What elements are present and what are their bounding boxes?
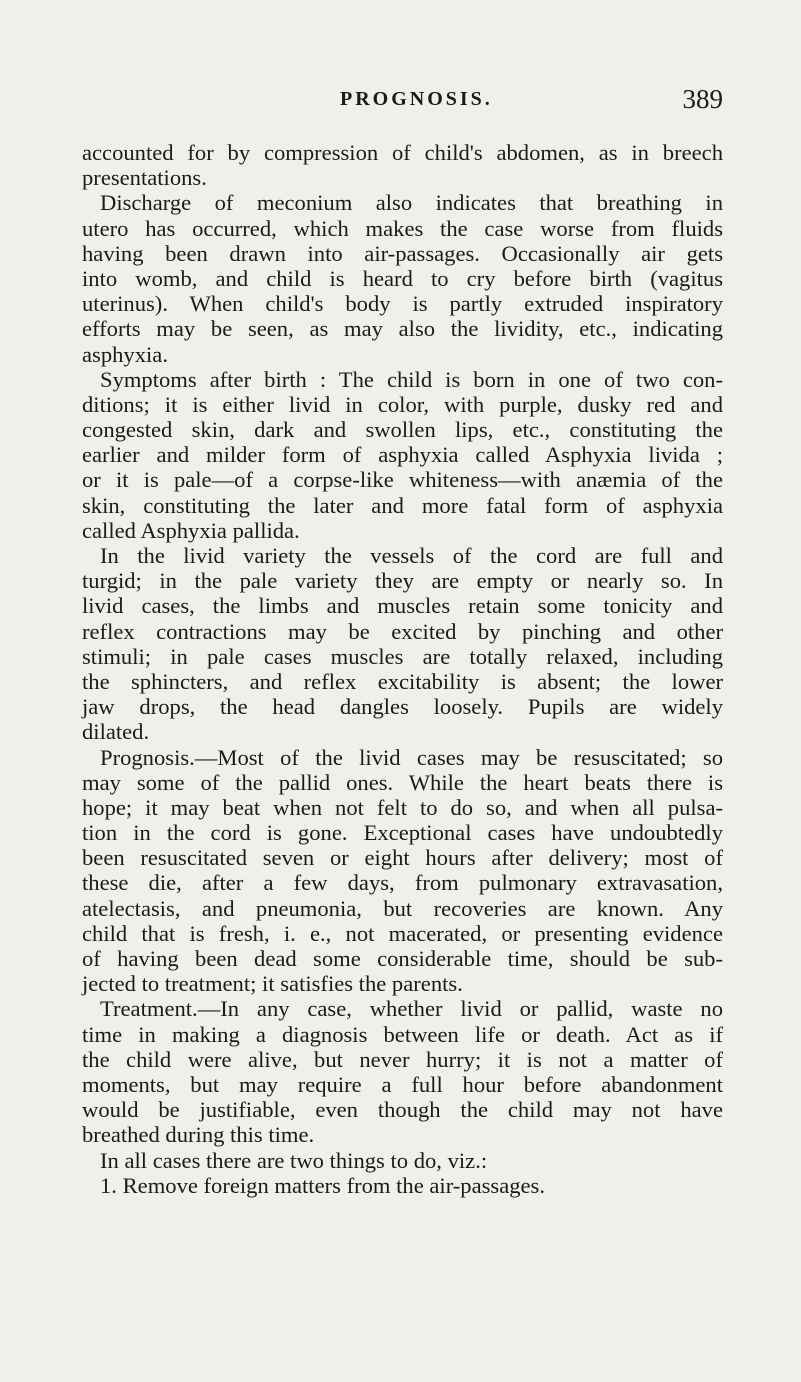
text-line: ditions; it is either livid in color, with purple, dusky red and — [82, 391, 723, 417]
page-header — [82, 84, 723, 118]
text-line: turgid; in the pale variety they are empty or nearly so. In — [82, 568, 723, 594]
text-line: hope; it may beat when not felt to do so, and when all pulsa- — [82, 794, 723, 820]
text-line: jaw drops, the head dangles loosely. Pupils are widely — [82, 694, 723, 720]
text-line: presentations. — [82, 165, 207, 191]
text-line: the sphincters, and reflex excitability is absent; the lower — [82, 668, 723, 694]
text-line: efforts may be seen, as may also the lividity, etc., indicating — [82, 316, 723, 342]
text-line: In the livid variety the vessels of the cord are full and — [100, 543, 723, 568]
text-line: these die, after a few days, from pulmonary extravasation, — [82, 870, 723, 896]
text-line: atelectasis, and pneumonia, but recoveries are known. Any — [82, 895, 723, 921]
text-line: having been drawn into air-passages. Occasionally air gets — [82, 240, 723, 266]
text-line: skin, constituting the later and more fatal form of asphyxia — [82, 492, 723, 518]
text-line: would be justifiable, even though the child may not have — [82, 1097, 723, 1123]
text-line: Prognosis.—Most of the livid cases may be resuscitated; so — [100, 744, 723, 770]
text-line: reflex contractions may be excited by pinching and other — [82, 618, 723, 644]
text-line: dilated. — [82, 719, 150, 745]
text-line: breathed during this time. — [82, 1122, 315, 1148]
text-line: jected to treatment; it satisfies the parents. — [82, 971, 463, 997]
page-number: 389 — [682, 84, 723, 114]
text-line: stimuli; in pale cases muscles are totally relaxed, including — [82, 643, 723, 669]
text-line: been resuscitated seven or eight hours after delivery; most of — [82, 845, 723, 871]
text-line: time in making a diagnosis between life or death. Act as if — [82, 1021, 723, 1047]
text-line: the child were alive, but never hurry; it is not a matter of — [82, 1046, 723, 1072]
text-line: congested skin, dark and swollen lips, etc., constituting the — [82, 417, 723, 443]
text-line: into womb, and child is heard to cry before birth (vagitus — [82, 265, 723, 291]
text-line: Discharge of meconium also indicates that breathing in — [100, 190, 723, 216]
running-head: PROGNOSIS. — [340, 88, 493, 110]
text-line: accounted for by compression of child's abdomen, as in breech — [82, 140, 723, 165]
text-line: livid cases, the limbs and muscles retain some tonicity and — [82, 593, 723, 619]
text-line: Treatment.—In any case, whether livid or pallid, waste no — [100, 996, 723, 1022]
text-line: or it is pale—of a corpse-like whiteness—with anæmia of the — [82, 467, 723, 493]
text-line: may some of the pallid ones. While the heart beats there is — [82, 769, 723, 795]
text-line: moments, but may require a full hour before abandonment — [82, 1071, 723, 1097]
text-line: tion in the cord is gone. Exceptional cases have undoubtedly — [82, 820, 723, 846]
text-line: 1. Remove foreign matters from the air-passages. — [100, 1172, 546, 1198]
body-text — [82, 140, 723, 1198]
text-line: In all cases there are two things to do, viz.: — [100, 1147, 488, 1173]
text-line: asphyxia. — [82, 341, 168, 367]
text-line: earlier and milder form of asphyxia called Asphyxia livida ; — [82, 442, 723, 468]
text-line: called Asphyxia pallida. — [82, 517, 300, 543]
text-line: Symptoms after birth : The child is born in one of two con- — [100, 366, 723, 392]
text-line: child that is fresh, i. e., not macerated, or presenting evidence — [82, 920, 723, 946]
text-line: utero has occurred, which makes the case worse from fluids — [82, 215, 723, 241]
text-line: of having been dead some considerable time, should be sub- — [82, 946, 723, 971]
text-line: uterinus). When child's body is partly extruded inspiratory — [82, 291, 723, 317]
